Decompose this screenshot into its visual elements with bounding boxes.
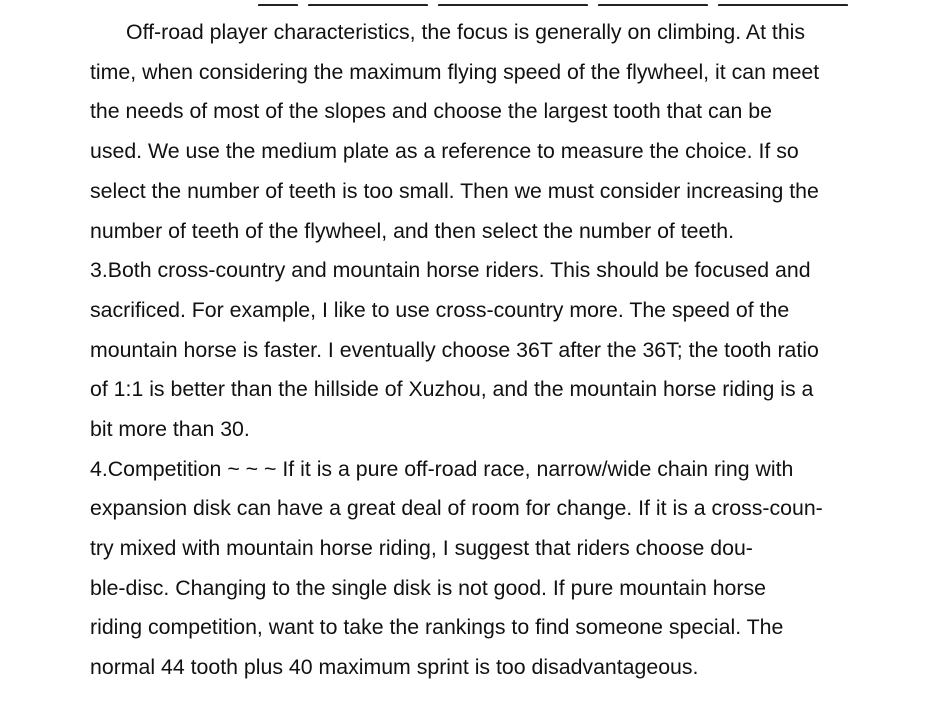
text-line: bit more than 30. (90, 417, 250, 441)
text-line: number of teeth of the flywheel, and then select the number of teeth. (90, 219, 735, 243)
text-line: expansion disk can have a great deal of room for change. If it is a cross-coun- (90, 496, 823, 520)
text-line: of 1:1 is better than the hillside of Xuzhou, and the mountain horse riding is a (90, 377, 814, 401)
cropped-text-line (258, 0, 858, 6)
text-line: 3.Both cross-country and mountain horse riders. This should be focused and (90, 258, 811, 282)
text-line: normal 44 tooth plus 40 maximum sprint is too disadvantageous. (90, 655, 699, 679)
text-line: mountain horse is faster. I eventually choose 36T after the 36T; the tooth ratio (90, 338, 819, 362)
text-line: used. We use the medium plate as a reference to measure the choice. If so (90, 139, 799, 163)
text-line: time, when considering the maximum flying speed of the flywheel, it can meet (90, 60, 820, 84)
text-line: select the number of teeth is too small. Then we must consider increasing the (90, 179, 819, 203)
text-line: the needs of most of the slopes and choose the largest tooth that can be (90, 99, 772, 123)
text-line: riding competition, want to take the rankings to find someone special. The (90, 615, 784, 639)
text-line: Off-road player characteristics, the focus is generally on climbing. At this (126, 20, 806, 44)
text-line: 4.Competition ~ ~ ~ If it is a pure off-road race, narrow/wide chain ring with (90, 457, 794, 481)
text-line: sacrificed. For example, I like to use cross-country more. The speed of the (90, 298, 790, 322)
text-line: ble-disc. Changing to the single disk is not good. If pure mountain horse (90, 576, 766, 600)
text-line: try mixed with mountain horse riding, I suggest that riders choose dou- (90, 536, 753, 560)
